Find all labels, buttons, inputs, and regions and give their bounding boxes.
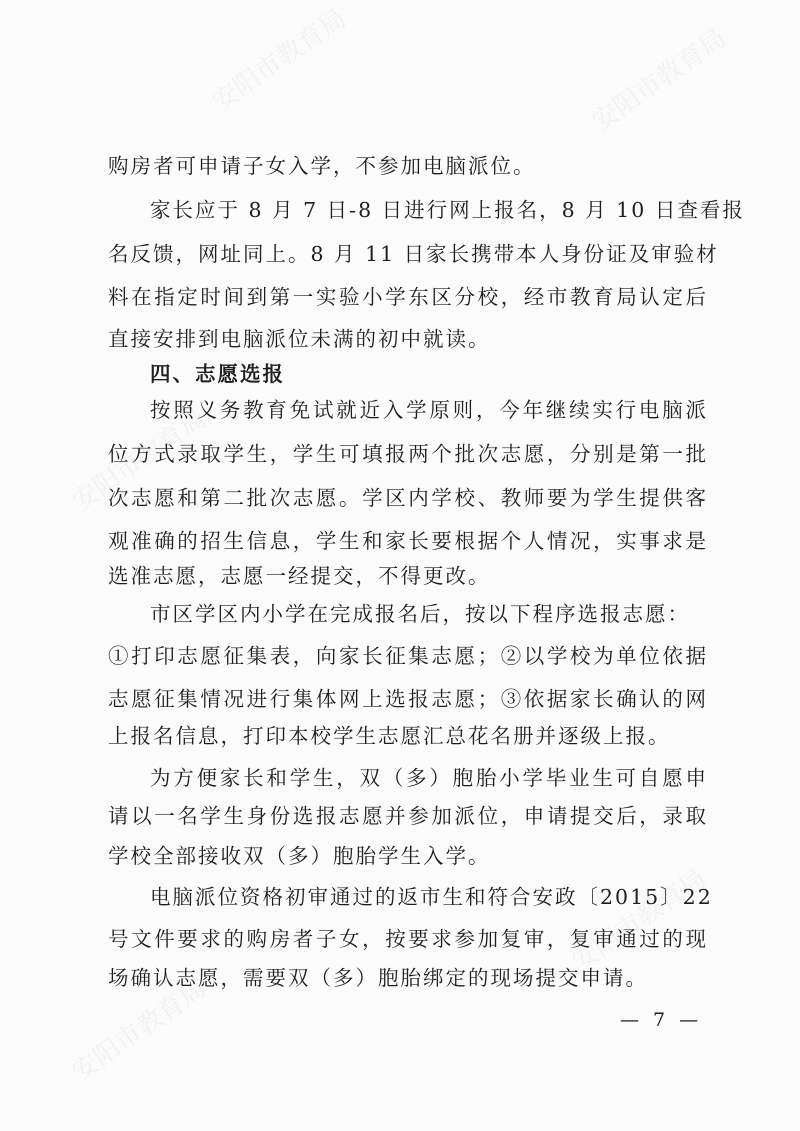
watermark: 安阳市教育局 (566, 863, 712, 978)
paragraph-line: 号文件要求的购房者子女，按要求参加复审，复审通过的现 (108, 927, 708, 951)
paragraph-line: 次志愿和第二批次志愿。学区内学校、教师要为学生提供客 (108, 486, 708, 510)
watermark: 安阳市教育局 (66, 403, 212, 518)
paragraph-line: 上报名信息，打印本校学生志愿汇总花名册并逐级上报。 (108, 724, 671, 748)
paragraph-line: 电脑派位资格初审通过的返市生和符合安政〔2015〕22 (150, 885, 713, 909)
paragraph-line: 场确认志愿，需要双（多）胞胎绑定的现场提交申请。 (108, 966, 648, 990)
paragraph-line: 选准志愿，志愿一经提交，不得更改。 (108, 564, 491, 588)
paragraph-line: 观准确的招生信息，学生和家长要根据个人情况，实事求是 (108, 529, 708, 553)
watermark: 安阳市教育局 (586, 23, 732, 138)
paragraph-line: 请以一名学生身份选报志愿并参加派位，申请提交后，录取 (108, 804, 708, 828)
paragraph-line: 为方便家长和学生，双（多）胞胎小学毕业生可自愿申 (150, 766, 708, 790)
paragraph-line: 直接安排到电脑派位未满的初中就读。 (108, 327, 491, 351)
paragraph-line: 家长应于 8 月 7 日-8 日进行网上报名，8 月 10 日查看报 (150, 198, 745, 222)
section-heading: 四、志愿选报 (150, 362, 285, 386)
paragraph-line: 料在指定时间到第一实验小学东区分校，经市教育局认定后 (108, 285, 708, 309)
paragraph-line: 市区学区内小学在完成报名后，按以下程序选报志愿： (150, 602, 690, 626)
paragraph-line: 位方式录取学生，学生可填报两个批次志愿，分别是第一批 (108, 442, 708, 466)
paragraph-line: 按照义务教育免试就近入学原则，今年继续实行电脑派 (150, 398, 708, 422)
paragraph-line: 名反馈，网址同上。8 月 11 日家长携带本人身份证及审验材 (108, 242, 719, 266)
watermark: 安阳市教育局 (206, 3, 352, 118)
paragraph-line: ①打印志愿征集表，向家长征集志愿；②以学校为单位依据 (108, 644, 708, 668)
page-number: — 7 — (620, 1009, 703, 1031)
paragraph-line: 学校全部接收双（多）胞胎学生入学。 (108, 844, 491, 868)
paragraph-line: 志愿征集情况进行集体网上选报志愿；③依据家长确认的网 (108, 687, 708, 711)
watermark: 安阳市教育局 (66, 973, 212, 1088)
paragraph-line: 购房者可申请子女入学，不参加电脑派位。 (108, 154, 536, 178)
